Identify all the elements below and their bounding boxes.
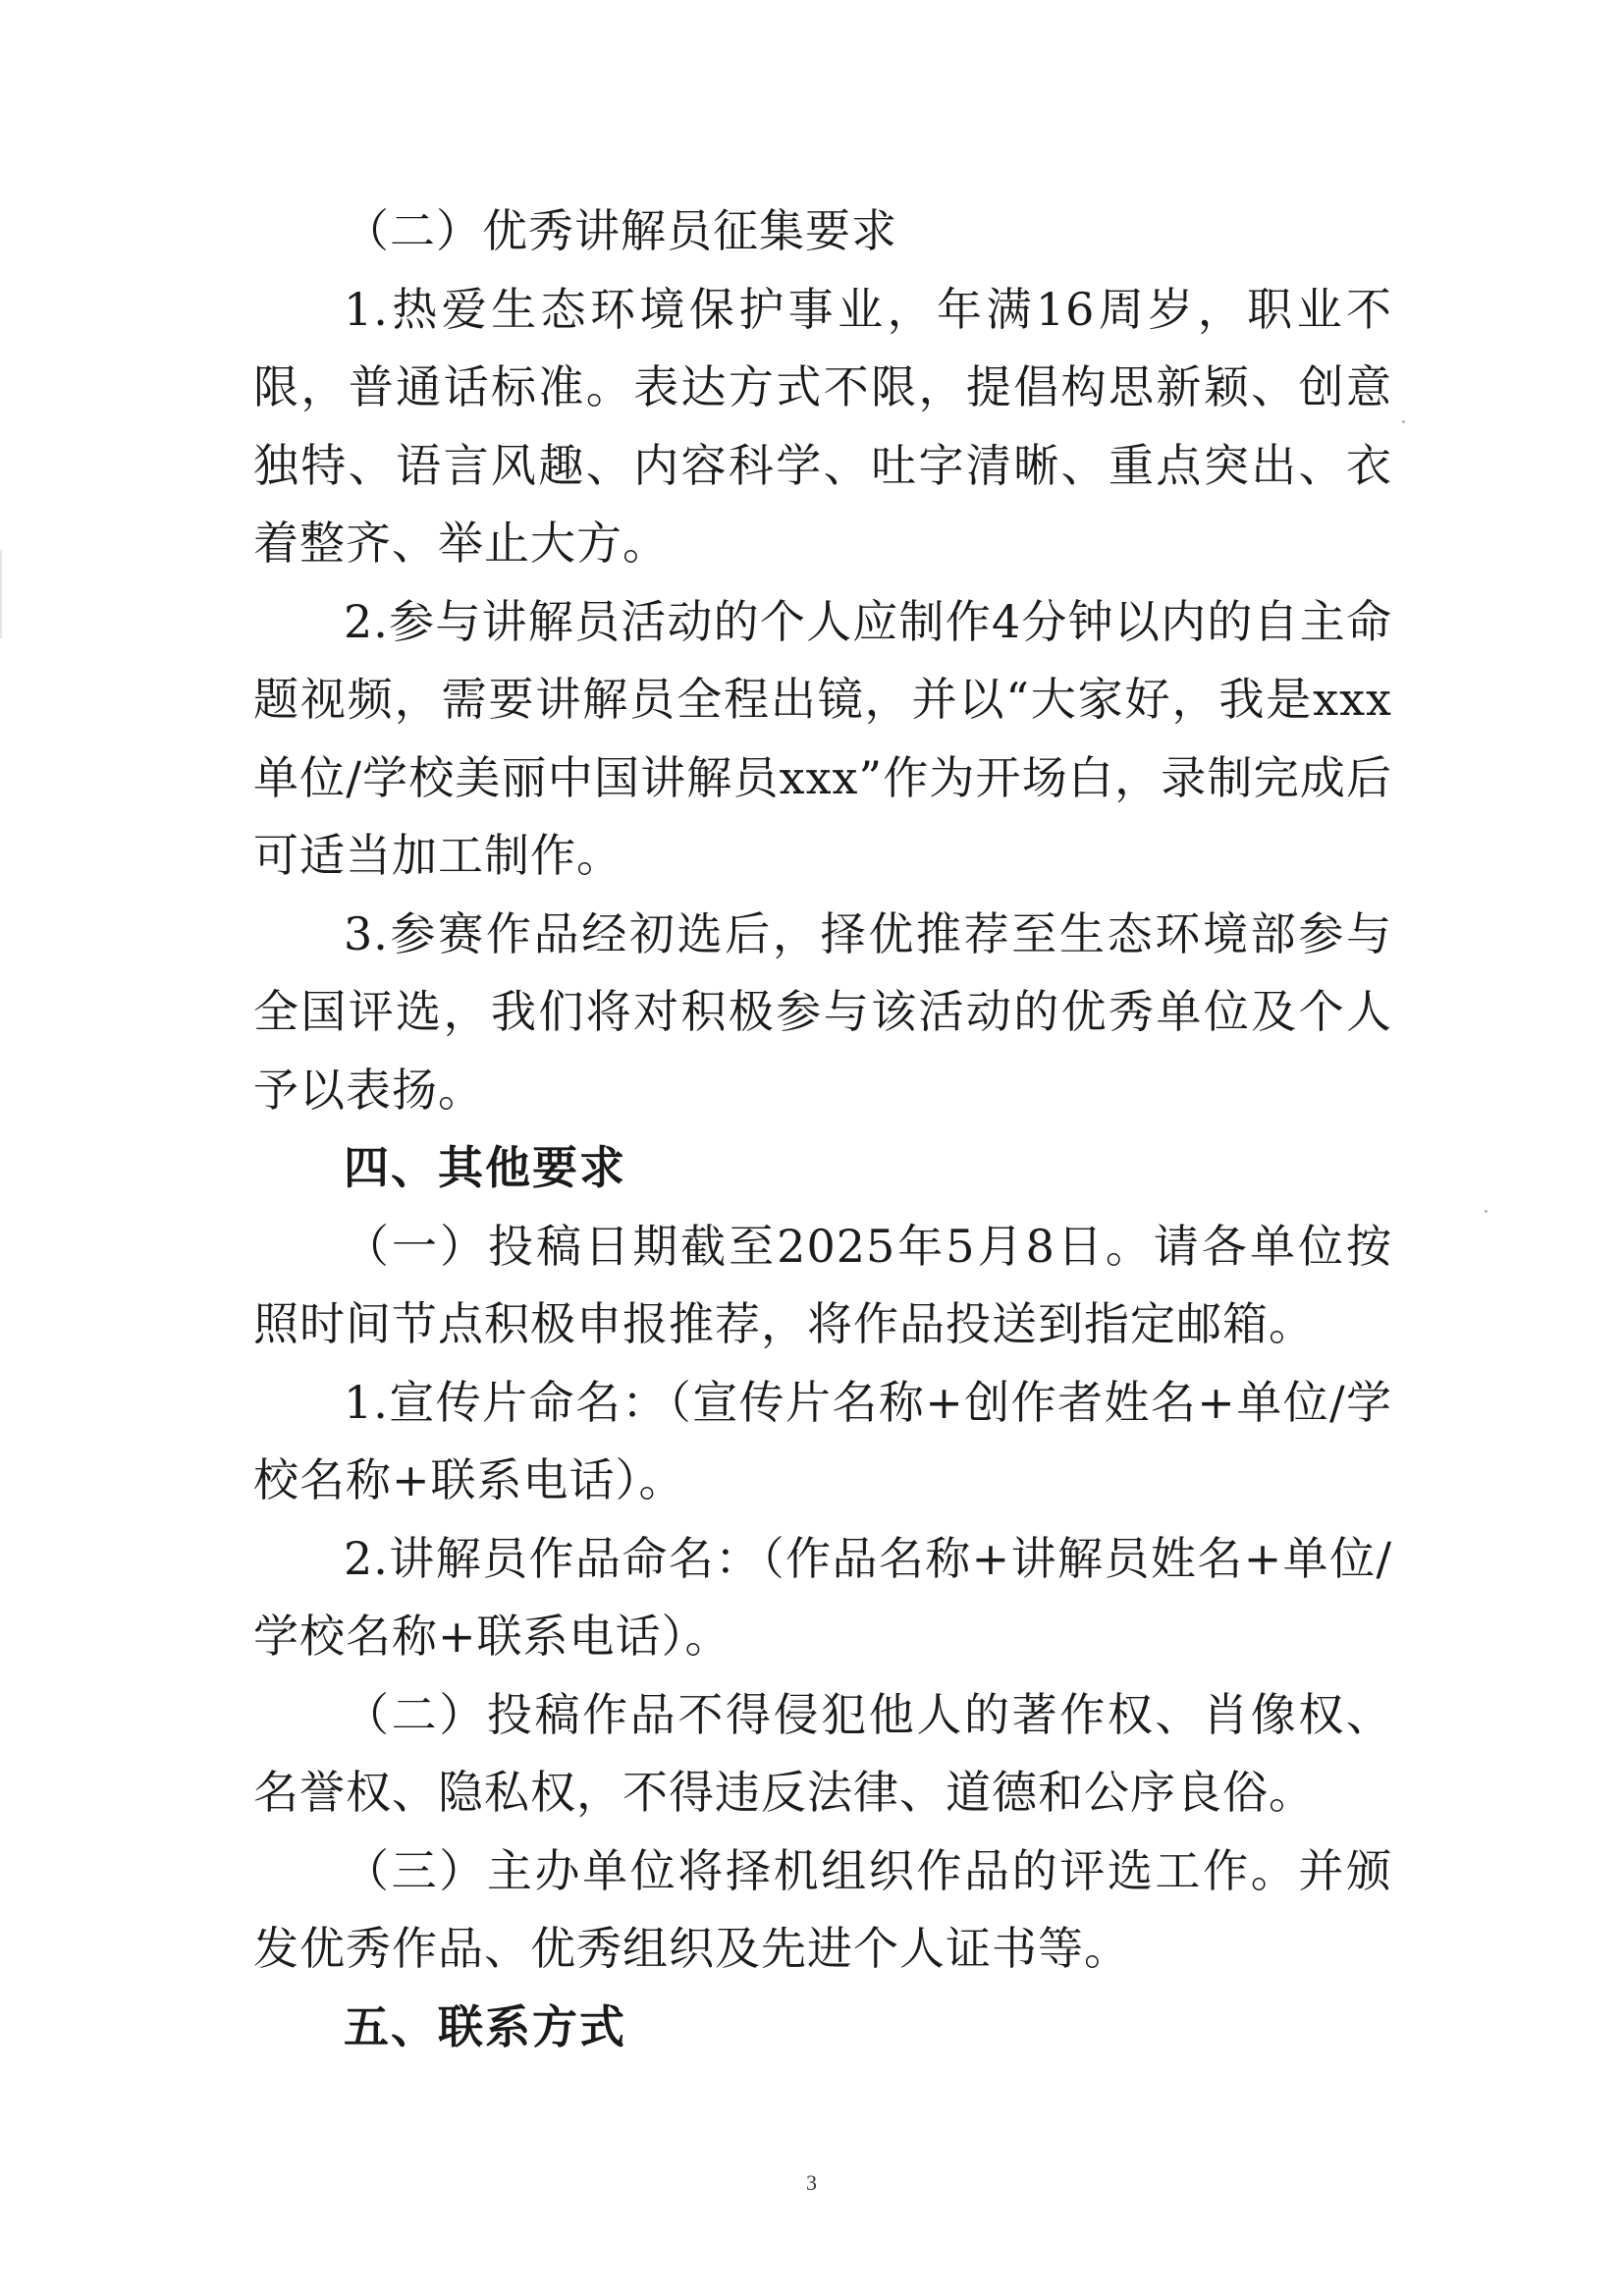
scan-speck [1402, 420, 1405, 423]
section-subheading-excellent-narrator: （二）优秀讲解员征集要求 [344, 204, 897, 257]
paragraph-narrator-requirement-2: 2.参与讲解员活动的个人应制作4分钟以内的自主命题视频，需要讲解员全程出镜，并以“大家好，我是xxx单位/学校美丽中国讲解员xxx”作为开场白，录制完成后可适当加工制作。 [253, 594, 1392, 882]
paragraph-evaluation: （三）主办单位将择机组织作品的评选工作。并颁发优秀作品、优秀组织及先进个人证书等。 [253, 1843, 1392, 1975]
paragraph-narrator-requirement-3: 3.参赛作品经初选后，择优推荐至生态环境部参与全国评选，我们将对积极参与该活动的优秀单位及个人予以表扬。 [253, 906, 1392, 1117]
scan-speck [1485, 1210, 1488, 1213]
paragraph-narrator-requirement-1: 1.热爱生态环境保护事业，年满16周岁，职业不限，普通话标准。表达方式不限，提倡构思新颖、创意独特、语言风趣、内容科学、吐字清晰、重点突出、衣着整齐、举止大方。 [253, 282, 1392, 570]
scan-edge-mark [0, 550, 2, 638]
paragraph-promo-naming: 1.宣传片命名：（宣传片名称+创作者姓名+单位/学校名称+联系电话）。 [253, 1375, 1392, 1506]
page-number: 3 [806, 2170, 817, 2195]
section-heading-contact: 五、联系方式 [344, 1999, 626, 2053]
section-heading-other-requirements: 四、其他要求 [344, 1141, 626, 1194]
document-body [253, 192, 1392, 2066]
paragraph-copyright: （二）投稿作品不得侵犯他人的著作权、肖像权、名誉权、隐私权，不得违反法律、道德和公序良俗。 [253, 1687, 1392, 1819]
paragraph-narrator-naming: 2.讲解员作品命名：（作品名称+讲解员姓名+单位/学校名称+联系电话）。 [253, 1531, 1392, 1663]
paragraph-submission-deadline: （一）投稿日期截至2025年5月8日。请各单位按照时间节点积极申报推荐，将作品投送到指定邮箱。 [253, 1219, 1392, 1350]
